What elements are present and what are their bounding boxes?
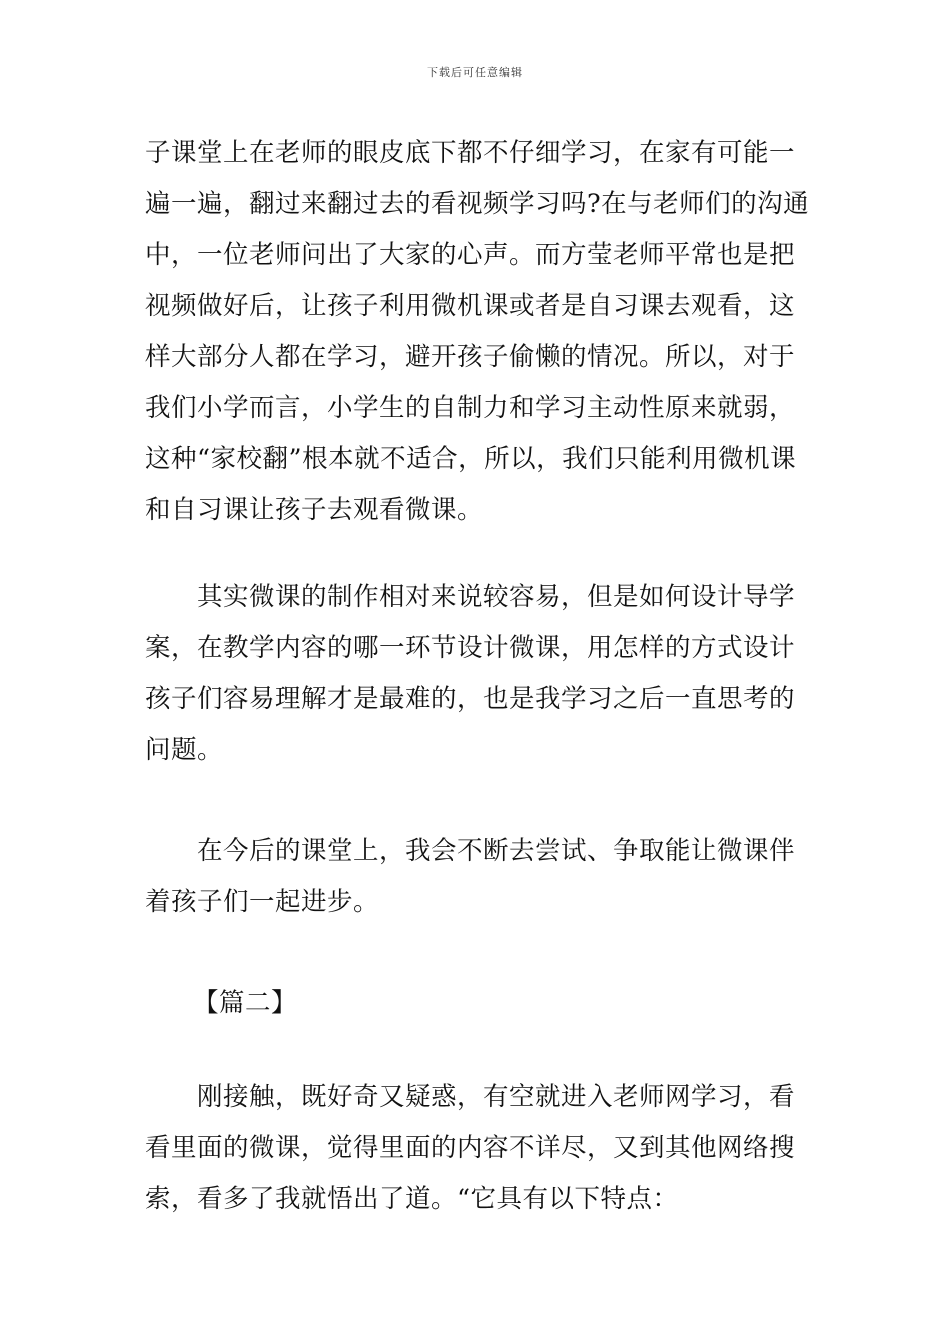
paragraph-4: 刚接触，既好奇又疑惑，有空就进入老师网学习，看看里面的微课，觉得里面的内容不详尽，又到其他网络搜索，看多了我就悟出了道。“它具有以下特点： (145, 1082, 796, 1214)
paragraph-1: 子课堂上在老师的眼皮底下都不仔细学习，在家有可能一遍一遍，翻过来翻过去的看视频学习吗?在与老师们的沟通中，一位老师问出了大家的心声。而方莹老师平常也是把视频做好后，让孩子利用微机课或者是自习课去观看，这样大部分人都在学习，避开孩子偷懒的情况。所以，对于我们小学而言，小学生的自制力和学习主动性原来就弱，这种“家校翻”根本就不适合，所以，我们只能利用微机课和自习课让孩子去观看微课。 (145, 138, 810, 525)
paragraph-3: 在今后的课堂上，我会不断去尝试、争取能让微课伴着孩子们一起进步。 (145, 836, 796, 917)
header-note: 下载后可任意编辑 (427, 66, 523, 79)
paragraph-2: 其实微课的制作相对来说较容易，但是如何设计导学案，在教学内容的哪一环节设计微课，用怎样的方式设计孩子们容易理解才是最难的，也是我学习之后一直思考的问题。 (145, 582, 796, 765)
section-heading: 【篇二】 (193, 988, 298, 1018)
